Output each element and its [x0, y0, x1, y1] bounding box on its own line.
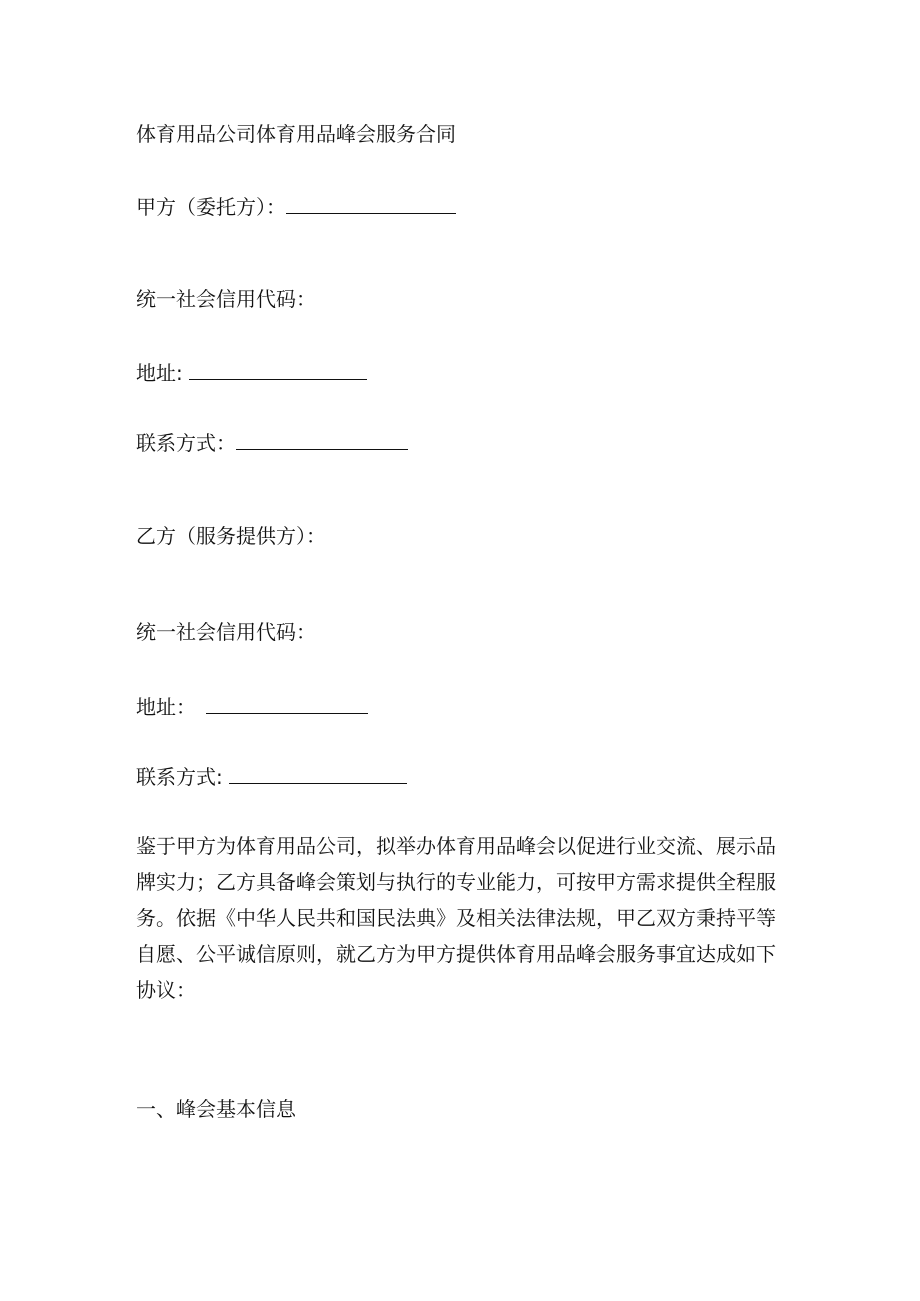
party-a-address-blank-line — [189, 360, 367, 380]
party-a-address-label: 地址: — [136, 361, 183, 385]
preamble-paragraph — [136, 828, 786, 1008]
party-a-address-row — [136, 360, 367, 385]
party-b-address-blank-line — [206, 694, 368, 714]
party-b-contact-blank-line — [229, 764, 407, 784]
party-b-address-row — [136, 694, 368, 719]
party-a-contact-blank-line — [236, 430, 408, 450]
preamble-line: 鉴于甲方为体育用品公司，拟举办体育用品峰会以促进行业交流、展示品 — [136, 834, 776, 858]
party-b-address-label: 地址： — [136, 695, 196, 719]
party-a-contact-row — [136, 430, 408, 455]
preamble-line: 牌实力；乙方具备峰会策划与执行的专业能力，可按甲方需求提供全程服 — [136, 870, 776, 894]
party-b-contact-label: 联系方式: — [136, 765, 223, 789]
party-b-contact-row — [136, 764, 407, 789]
preamble-line: 自愿、公平诚信原则，就乙方为甲方提供体育用品峰会服务事宜达成如下 — [136, 942, 776, 966]
party-a-label: 甲方（委托方）： — [136, 195, 286, 219]
section-1-heading: 一、峰会基本信息 — [136, 1097, 296, 1121]
document-title: 体育用品公司体育用品峰会服务合同 — [136, 122, 456, 146]
party-a-credit-code-label: 统一社会信用代码： — [136, 287, 316, 311]
party-a-blank-line — [286, 194, 456, 214]
party-b-label: 乙方（服务提供方）： — [136, 524, 326, 548]
party-a-row — [136, 194, 456, 219]
preamble-line: 务。依据《中华人民共和国民法典》及相关法律法规，甲乙双方秉持平等 — [136, 906, 776, 930]
party-b-credit-code-label: 统一社会信用代码： — [136, 620, 316, 644]
preamble-line: 协议： — [136, 978, 196, 1002]
party-a-contact-label: 联系方式： — [136, 431, 236, 455]
